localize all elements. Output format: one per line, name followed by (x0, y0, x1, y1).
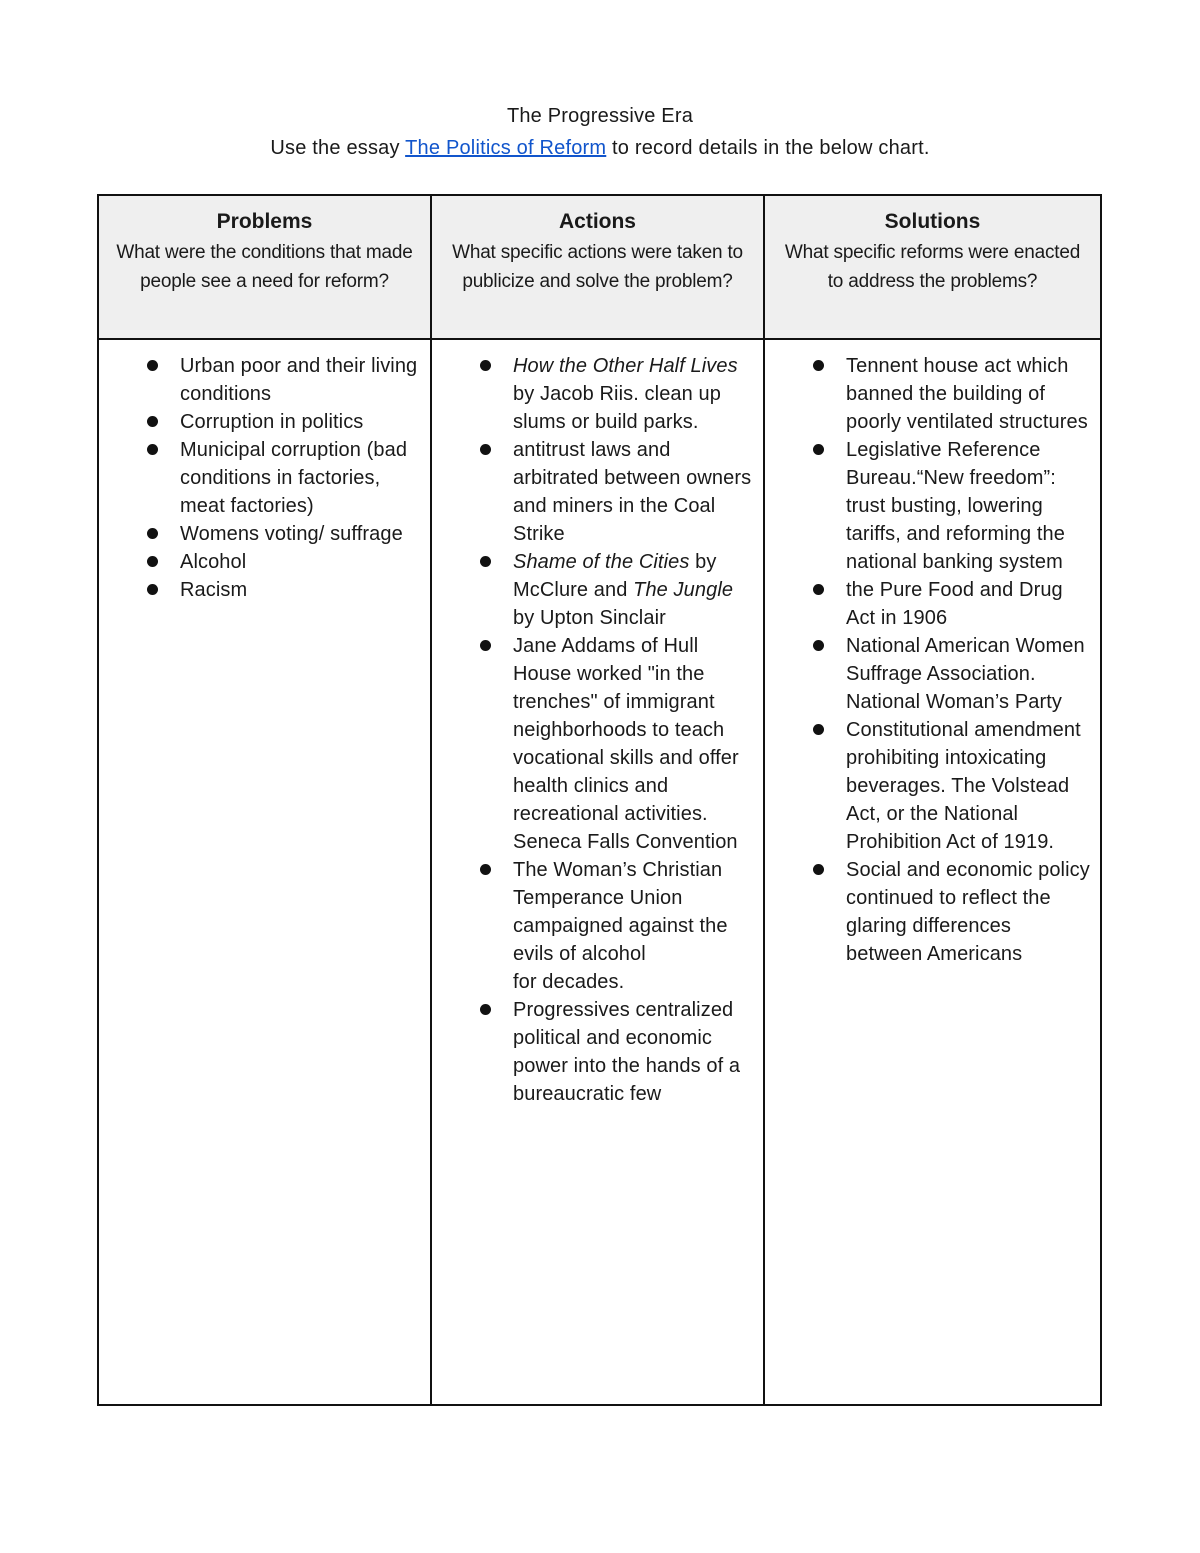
item-continuation: Seneca Falls Convention (513, 831, 738, 853)
problems-header-cell (99, 196, 432, 340)
list-item: Constitutional amendment prohibiting intoxicating beverages. The Volstead Act, or the National Prohibition Act of 1919. (775, 716, 1090, 856)
bullet-icon (480, 360, 491, 371)
book-title: Shame of the Cities (513, 551, 690, 573)
page-title: The Progressive Era (506, 105, 694, 127)
list-item: Jane Addams of Hull House worked "in the trenches" of immigrant neighborhoods to teach vocational skills and offer health clinics and recreational activities. Seneca Falls Convention (442, 632, 753, 856)
bullet-icon (480, 640, 491, 651)
bullet-icon (147, 416, 158, 427)
list-item: National American Women Suffrage Association. National Woman’s Party (775, 632, 1090, 716)
book-title: The Jungle (633, 579, 734, 601)
bullet-icon (813, 724, 824, 735)
bullet-icon (147, 584, 158, 595)
list-item: Progressives centralized political and economic power into the hands of a bureaucratic few (442, 996, 753, 1108)
essay-link[interactable]: The Politics of Reform (405, 137, 607, 159)
item-continuation: for decades. (513, 971, 625, 993)
problems-body-cell (99, 340, 432, 1404)
bullet-icon (147, 444, 158, 455)
list-item: Shame of the Cities by McClure and The Jungle by Upton Sinclair (442, 548, 753, 632)
bullet-icon (480, 556, 491, 567)
bullet-icon (813, 640, 824, 651)
list-item: Municipal corruption (bad conditions in factories, meat factories) (109, 436, 420, 520)
list-item: Alcohol (109, 548, 420, 576)
problems-header-subtitle: What were the conditions that made people see a need for reform? (116, 242, 413, 292)
instruction-line (0, 132, 1200, 164)
book-title: How the Other Half Lives (513, 355, 738, 377)
reform-chart-table (97, 194, 1102, 1406)
list-item: Racism (109, 576, 420, 604)
bullet-icon (813, 584, 824, 595)
solutions-header-title: Solutions (884, 210, 981, 233)
bullet-icon (147, 528, 158, 539)
instruction-prefix: Use the essay (270, 137, 400, 159)
problems-list (109, 352, 420, 604)
bullet-icon (480, 864, 491, 875)
actions-list (442, 352, 753, 1108)
list-item: Social and economic policy continued to reflect the glaring differences between Americans (775, 856, 1090, 968)
solutions-list (775, 352, 1090, 968)
instruction-suffix: to record details in the below chart. (612, 137, 930, 159)
list-item: antitrust laws and arbitrated between owners and miners in the Coal Strike (442, 436, 753, 548)
bullet-icon (480, 444, 491, 455)
actions-header-cell (432, 196, 765, 340)
list-item: Urban poor and their living conditions (109, 352, 420, 408)
list-item: Womens voting/ suffrage (109, 520, 420, 548)
list-item: The Woman’s Christian Temperance Union campaigned against the evils of alcohol for decades. (442, 856, 753, 996)
bullet-icon (813, 444, 824, 455)
actions-header-title: Actions (558, 210, 636, 233)
bullet-icon (813, 360, 824, 371)
solutions-body-cell (765, 340, 1100, 1404)
list-item: Tennent house act which banned the building of poorly ventilated structures (775, 352, 1090, 436)
list-item: Corruption in politics (109, 408, 420, 436)
problems-header-title: Problems (216, 210, 313, 233)
list-item: the Pure Food and Drug Act in 1906 (775, 576, 1090, 632)
actions-body-cell (432, 340, 765, 1404)
solutions-header-cell (765, 196, 1100, 340)
page-header (0, 100, 1200, 164)
item-continuation: glaring differences between Americans (846, 915, 1023, 965)
list-item: Legislative Reference Bureau.“New freedom”: trust busting, lowering tariffs, and reforming the national banking system (775, 436, 1090, 576)
solutions-header-subtitle: What specific reforms were enacted to address the problems? (784, 242, 1081, 292)
list-item: How the Other Half Lives by Jacob Riis. clean up slums or build parks. (442, 352, 753, 436)
bullet-icon (480, 1004, 491, 1015)
bullet-icon (147, 360, 158, 371)
actions-header-subtitle: What specific actions were taken to publicize and solve the problem? (452, 242, 743, 292)
bullet-icon (813, 864, 824, 875)
bullet-icon (147, 556, 158, 567)
